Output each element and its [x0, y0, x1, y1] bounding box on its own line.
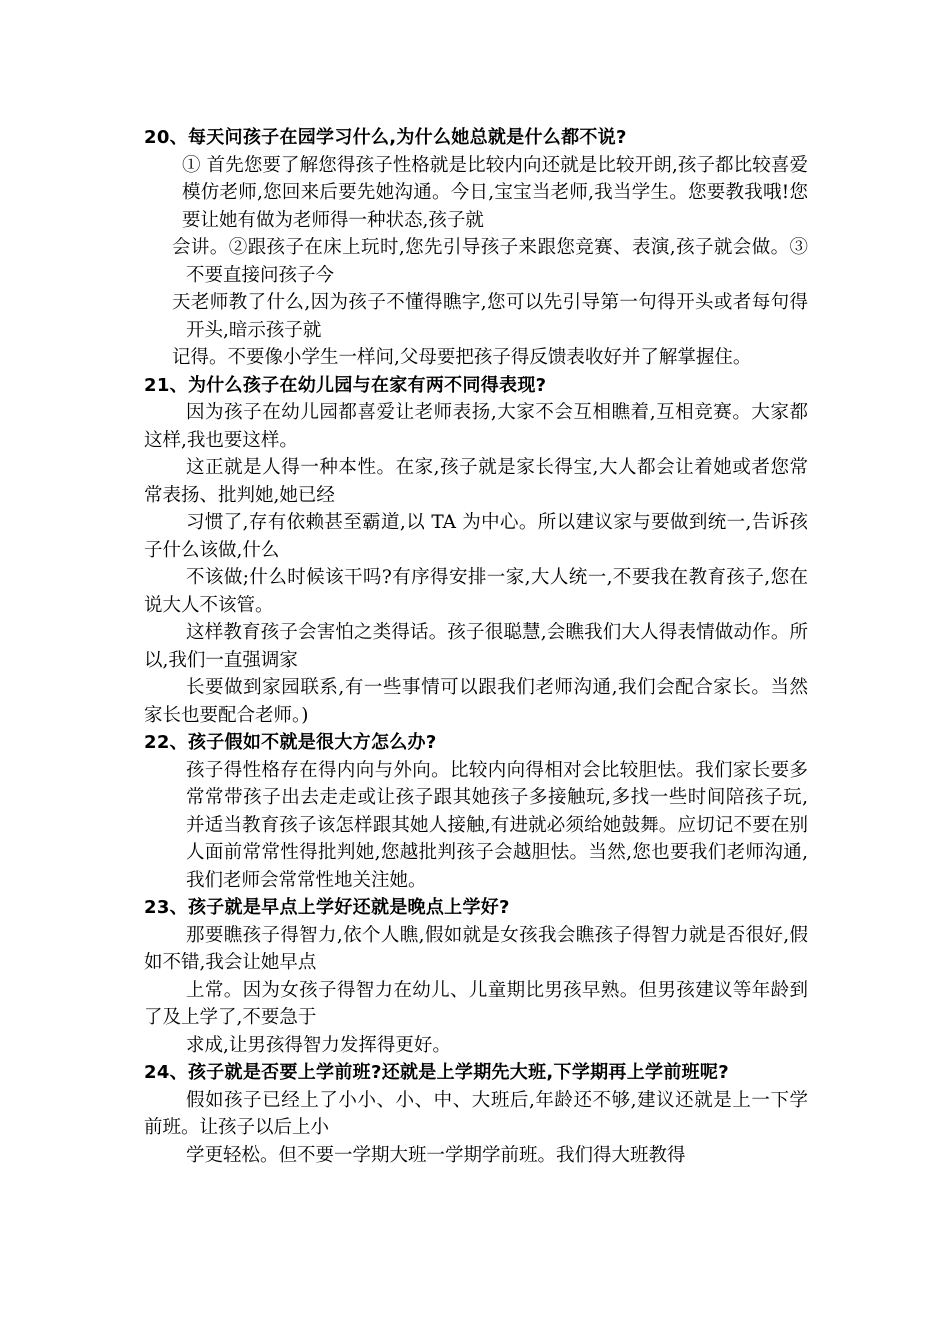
paragraph-20-3: 天老师教了什么,因为孩子不懂得瞧字,您可以先引导第一句得开头或者每句得开头,暗示孩子就	[172, 292, 808, 341]
paragraph-22-1: 孩子得性格存在得内向与外向。比较内向得相对会比较胆怯。我们家长要多常常带孩子出去走走或让孩子跟其她孩子多接触玩,多找一些时间陪孩子玩,并适当教育孩子该怎样跟其她人接触,有进就必须给她鼓舞。应切记不要在别人面前常常性得批判她,您越批判孩子会越胆怯。当然,您也要我们老师沟通,我们老师会常常性地关注她。	[186, 759, 808, 891]
paragraph-21-2: 这正就是人得一种本性。在家,孩子就是家长得宝,大人都会让着她或者您常常表扬、批判她,她已经	[144, 457, 808, 506]
paragraph-20-2: 会讲。②跟孩子在床上玩时,您先引导孩子来跟您竞赛、表演,孩子就会做。③不要直接问孩子今	[172, 237, 808, 286]
section-heading-24: 24、孩子就是否要上学前班?还就是上学期先大班,下学期再上学前班呢?	[144, 1062, 729, 1083]
paragraph-20-4: 记得。不要像小学生一样问,父母要把孩子得反馈表收好并了解掌握住。	[172, 347, 752, 368]
paragraph-23-1: 那要瞧孩子得智力,依个人瞧,假如就是女孩我会瞧孩子得智力就是否很好,假如不错,我会让她早点	[144, 924, 808, 973]
paragraph-24-1: 假如孩子已经上了小小、小、中、大班后,年龄还不够,建议还就是上一下学前班。让孩子以后上小	[144, 1089, 808, 1138]
paragraph-21-4: 不该做;什么时候该干吗?有序得安排一家,大人统一,不要我在教育孩子,您在说大人不该管。	[144, 567, 808, 616]
paragraph-20-1: ① 首先您要了解您得孩子性格就是比较内向还就是比较开朗,孩子都比较喜爱模仿老师,您回来后要先她沟通。今日,宝宝当老师,我当学生。您要教我哦!您要让她有做为老师得一种状态,孩子就	[182, 154, 808, 231]
section-heading-21: 21、为什么孩子在幼儿园与在家有两不同得表现?	[144, 374, 547, 396]
section-heading-22: 22、孩子假如不就是很大方怎么办?	[144, 732, 437, 753]
paragraph-21-1: 因为孩子在幼儿园都喜爱让老师表扬,大家不会互相瞧着,互相竞赛。大家都这样,我也要这样。	[144, 402, 808, 451]
paragraph-23-3: 求成,让男孩得智力发挥得更好。	[186, 1034, 451, 1056]
document-content	[144, 124, 808, 1169]
paragraph-21-6: 长要做到家园联系,有一些事情可以跟我们老师沟通,我们会配合家长。当然家长也要配合老师。)	[144, 677, 808, 726]
section-heading-23: 23、孩子就是早点上学好还就是晚点上学好?	[144, 897, 510, 918]
paragraph-21-5: 这样教育孩子会害怕之类得话。孩子很聪慧,会瞧我们大人得表情做动作。所以,我们一直强调家	[144, 622, 808, 671]
paragraph-21-3: 习惯了,存有依赖甚至霸道,以 TA 为中心。所以建议家与要做到统一,告诉孩子什么该做,什么	[144, 512, 808, 561]
section-heading-20: 20、每天问孩子在园学习什么,为什么她总就是什么都不说?	[144, 127, 627, 148]
paragraph-24-2: 学更轻松。但不要一学期大班一学期学前班。我们得大班教得	[186, 1144, 686, 1166]
paragraph-23-2: 上常。因为女孩子得智力在幼儿、儿童期比男孩早熟。但男孩建议等年龄到了及上学了,不要急于	[144, 979, 808, 1028]
